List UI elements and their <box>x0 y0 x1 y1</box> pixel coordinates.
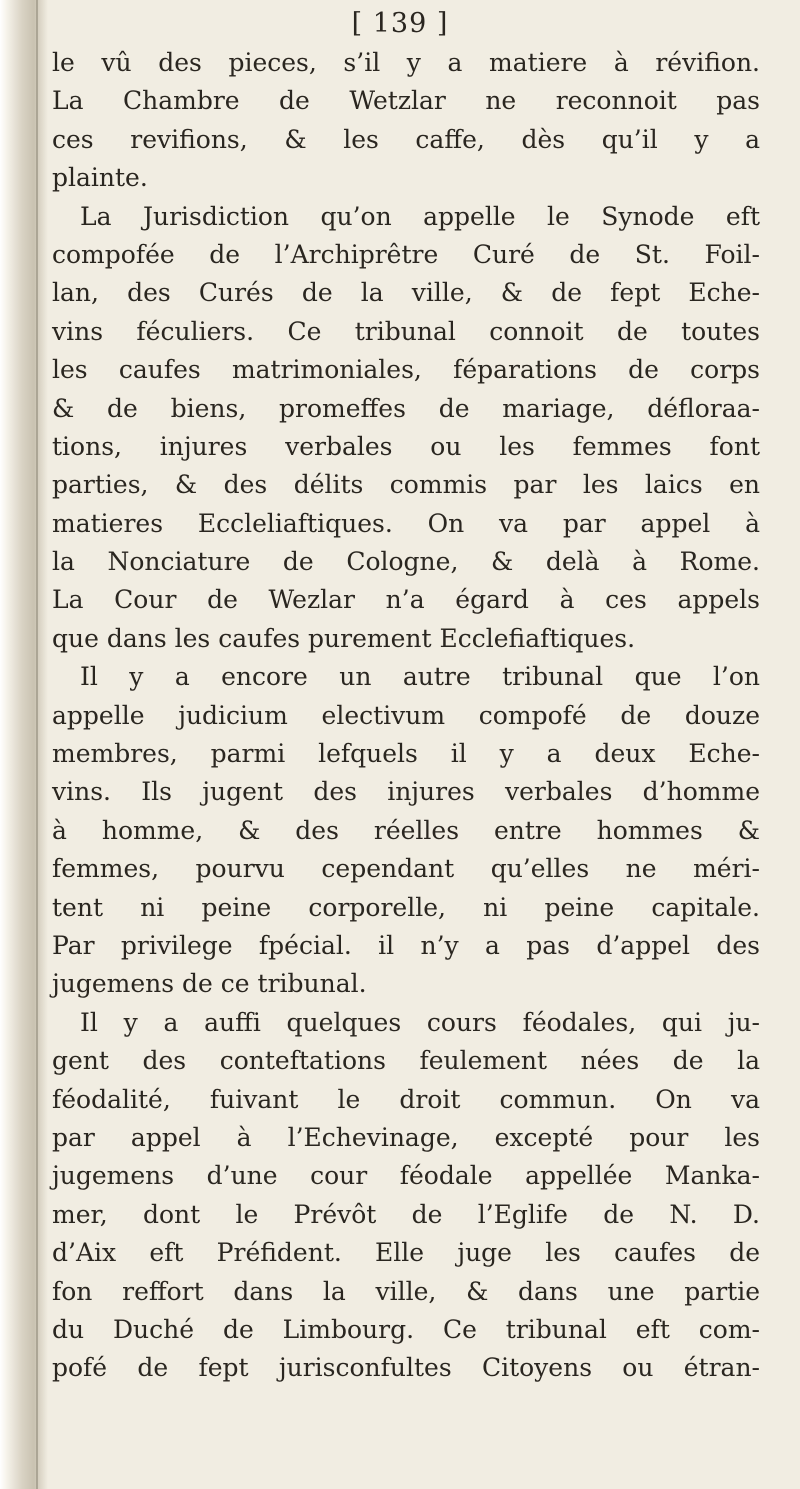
text-line: par appel à l’Echevinage, excepté pour les <box>52 1122 760 1152</box>
text-line: les caufes matrimoniales, féparations de corps <box>52 355 760 385</box>
text-line: d’Aix eft Préfident. Elle juge les caufes de <box>52 1238 760 1268</box>
text-line: membres, parmi lefquels il y a deux Eche- <box>52 739 760 769</box>
text-line: & de biens, promeffes de mariage, défloraa- <box>52 393 760 423</box>
text-line: Par privilege fpécial. il n’y a pas d’appel des <box>52 930 760 960</box>
text-line: jugemens d’une cour féodale appellée Manka- <box>52 1161 760 1191</box>
text-line: femmes, pourvu cependant qu’elles ne méri- <box>52 854 760 884</box>
text-line: compofée de l’Archiprêtre Curé de St. Foil- <box>52 239 760 269</box>
text-line: que dans les caufes purement Ecclefiaftiques. <box>52 623 636 653</box>
text-line: tions, injures verbales ou les femmes font <box>52 431 760 461</box>
text-line: ces revifions, & les caffe, dès qu’il y a <box>52 124 760 154</box>
gutter-fold-line <box>36 0 38 1489</box>
page-number: [ 139 ] <box>351 8 449 39</box>
text-line: Il y a encore un autre tribunal que l’on <box>80 662 760 692</box>
text-line: féodalité, fuivant le droit commun. On va <box>52 1084 760 1114</box>
text-line: gent des conteftations feulement nées de la <box>52 1046 760 1076</box>
text-line: mer, dont le Prévôt de l’Eglife de N. D. <box>52 1199 760 1229</box>
text-line: La Cour de Wezlar n’a égard à ces appels <box>52 585 760 615</box>
text-line: le vû des pieces, s’il y a matiere à révifion. <box>52 48 760 77</box>
text-line: La Chambre de Wetzlar ne reconnoit pas <box>52 86 760 116</box>
text-line: tent ni peine corporelle, ni peine capitale. <box>52 892 760 922</box>
text-line: à homme, & des réelles entre hommes & <box>52 815 760 845</box>
text-line: fon reffort dans la ville, & dans une partie <box>52 1276 760 1306</box>
text-line: vins féculiers. Ce tribunal connoit de toutes <box>52 316 760 346</box>
book-gutter <box>0 0 48 1489</box>
text-line: lan, des Curés de la ville, & de fept Eche- <box>52 278 760 308</box>
text-line: La Jurisdiction qu’on appelle le Synode eft <box>80 201 760 231</box>
text-line: pofé de fept jurisconfultes Citoyens ou étran- <box>52 1353 760 1383</box>
text-line: jugemens de ce tribunal. <box>52 969 367 999</box>
page-body <box>52 44 760 1388</box>
text-line: matieres Eccleliaftiques. On va par appel à <box>52 508 760 538</box>
text-line: la Nonciature de Cologne, & delà à Rome. <box>52 547 760 577</box>
text-line: Il y a auffi quelques cours féodales, qui ju- <box>80 1007 760 1037</box>
text-line: vins. Ils jugent des injures verbales d’homme <box>52 777 760 807</box>
text-line: appelle judicium electivum compofé de douze <box>52 700 760 730</box>
text-line: plainte. <box>52 163 148 193</box>
text-line: du Duché de Limbourg. Ce tribunal eft com- <box>52 1314 760 1344</box>
text-line: parties, & des délits commis par les laics en <box>52 470 760 500</box>
